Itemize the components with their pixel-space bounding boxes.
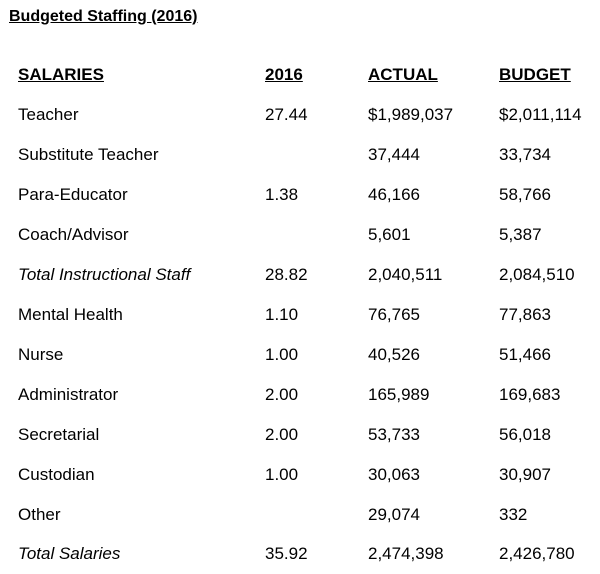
row-fte: 27.44 xyxy=(265,105,308,124)
header-actual: ACTUAL xyxy=(368,65,438,84)
row-actual: 5,601 xyxy=(368,225,411,244)
row-label: Administrator xyxy=(18,385,119,404)
row-label: Other xyxy=(18,505,61,524)
header-2016: 2016 xyxy=(265,65,303,84)
row-fte: 2.00 xyxy=(265,425,299,444)
page-title: Budgeted Staffing (2016) xyxy=(9,8,198,25)
table-row xyxy=(0,143,600,167)
row-budget: 2,426,780 xyxy=(499,544,575,563)
row-actual: 37,444 xyxy=(368,145,420,164)
row-actual: 30,063 xyxy=(368,465,420,484)
table-row xyxy=(0,503,600,527)
table-row xyxy=(0,303,600,327)
row-label: Total Instructional Staff xyxy=(18,265,191,284)
table-row xyxy=(0,223,600,247)
row-actual: 2,040,511 xyxy=(368,265,443,284)
row-actual: 46,166 xyxy=(368,185,420,204)
row-fte: 35.92 xyxy=(265,544,308,563)
row-actual: 2,474,398 xyxy=(368,544,444,563)
row-actual: 53,733 xyxy=(368,425,420,444)
row-budget: 56,018 xyxy=(499,425,551,444)
row-label: Mental Health xyxy=(18,305,123,324)
row-actual: 76,765 xyxy=(368,305,420,324)
row-budget: 2,084,510 xyxy=(499,265,575,284)
table-header-row xyxy=(0,63,600,87)
row-budget: 5,387 xyxy=(499,225,542,244)
table-row xyxy=(0,463,600,487)
table-row xyxy=(0,183,600,207)
header-salaries: SALARIES xyxy=(18,65,104,84)
row-fte: 1.10 xyxy=(265,305,299,324)
row-fte: 1.38 xyxy=(265,185,299,204)
table-row xyxy=(0,383,600,407)
row-budget: 33,734 xyxy=(499,145,551,164)
row-budget: 30,907 xyxy=(499,465,551,484)
row-budget: 51,466 xyxy=(499,345,551,364)
row-label: Coach/Advisor xyxy=(18,225,129,244)
row-actual: 165,989 xyxy=(368,385,430,404)
row-label: Substitute Teacher xyxy=(18,145,159,164)
row-label: Nurse xyxy=(18,345,64,364)
row-budget: 77,863 xyxy=(499,305,551,324)
row-fte: 2.00 xyxy=(265,385,299,404)
table-subtotal-row xyxy=(0,263,600,287)
row-fte: 1.00 xyxy=(265,465,299,484)
row-label: Total Salaries xyxy=(18,544,121,563)
table-total-row xyxy=(0,542,600,566)
table-row xyxy=(0,103,600,127)
row-label: Custodian xyxy=(18,465,95,484)
table-row xyxy=(0,423,600,447)
row-actual: $1,989,037 xyxy=(368,105,454,124)
row-label: Secretarial xyxy=(18,425,100,444)
row-budget: 169,683 xyxy=(499,385,561,404)
row-fte: 28.82 xyxy=(265,265,308,284)
row-budget: 332 xyxy=(499,505,528,524)
table-row xyxy=(0,343,600,367)
row-budget: $2,011,114 xyxy=(499,105,582,124)
row-fte: 1.00 xyxy=(265,345,299,364)
header-budget: BUDGET xyxy=(499,65,571,84)
row-label: Para-Educator xyxy=(18,185,128,204)
row-actual: 40,526 xyxy=(368,345,420,364)
row-actual: 29,074 xyxy=(368,505,420,524)
row-budget: 58,766 xyxy=(499,185,551,204)
row-label: Teacher xyxy=(18,105,79,124)
